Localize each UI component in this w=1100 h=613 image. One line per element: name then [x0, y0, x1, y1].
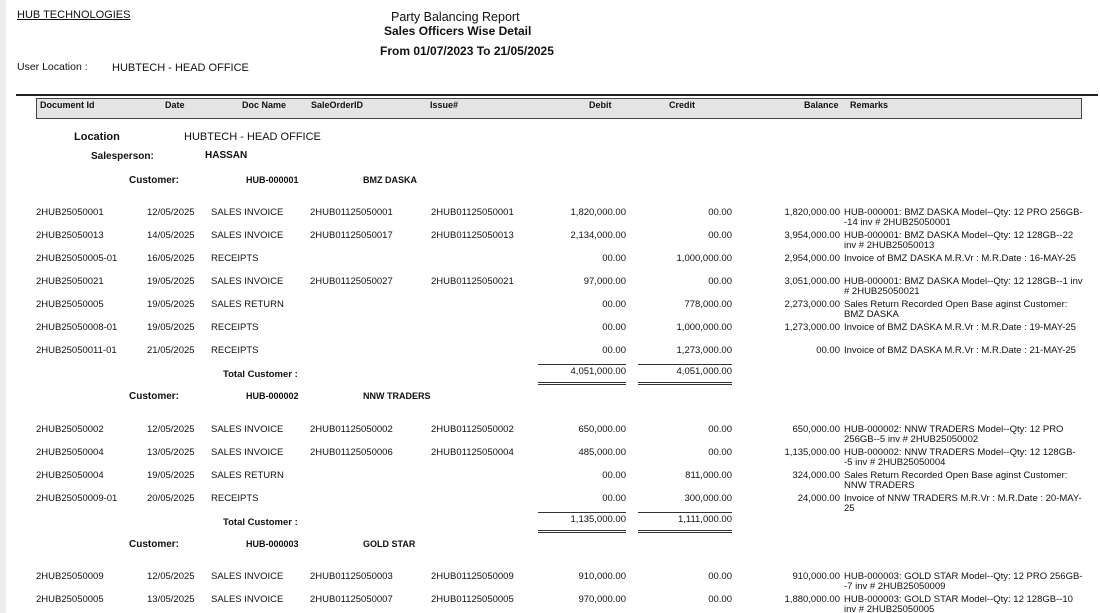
- row-document-id: 2HUB25050001: [36, 207, 104, 218]
- row-balance: 324,000.00: [792, 470, 840, 481]
- row-doc-name: SALES INVOICE: [211, 447, 284, 458]
- row-doc-name: RECEIPTS: [211, 345, 259, 356]
- row-remarks: HUB-000001: BMZ DASKA Model--Qty: 12 128GB--1 inv # 2HUB25050021: [844, 276, 1083, 297]
- user-location-value: HUBTECH - HEAD OFFICE: [112, 62, 249, 74]
- row-debit: 00.00: [602, 322, 626, 333]
- total-double-rule: [538, 384, 626, 385]
- row-date: 20/05/2025: [147, 493, 195, 504]
- col-debit: Debit: [589, 100, 612, 110]
- customer-name: GOLD STAR: [363, 539, 416, 549]
- row-date: 21/05/2025: [147, 345, 195, 356]
- col-sale-order-id: SaleOrderID: [311, 100, 364, 110]
- row-credit: 811,000.00: [685, 470, 732, 481]
- row-remarks: HUB-000002: NNW TRADERS Model--Qty: 12 PRO 256GB--5 inv # 2HUB25050002: [844, 424, 1064, 445]
- row-balance: 3,051,000.00: [784, 276, 840, 287]
- row-date: 19/05/2025: [147, 322, 195, 333]
- row-debit: 1,820,000.00: [570, 207, 626, 218]
- row-remarks: HUB-000003: GOLD STAR Model--Qty: 12 PRO 256GB--7 inv # 2HUB25050009: [844, 571, 1083, 592]
- row-date: 14/05/2025: [147, 230, 195, 241]
- row-date: 12/05/2025: [147, 424, 195, 435]
- row-doc-name: RECEIPTS: [211, 322, 259, 333]
- column-header-bar: [36, 98, 1082, 119]
- row-document-id: 2HUB25050005: [36, 594, 104, 605]
- total-customer-label: Total Customer :: [223, 517, 298, 528]
- page-left-margin: [0, 0, 6, 613]
- row-sale-order-id: 2HUB01125050017: [310, 230, 393, 241]
- row-date: 13/05/2025: [147, 447, 195, 458]
- total-double-rule: [538, 530, 626, 531]
- row-credit: 1,273,000.00: [676, 345, 732, 356]
- row-balance: 1,273,000.00: [784, 322, 840, 333]
- col-remarks: Remarks: [850, 100, 889, 110]
- total-double-rule: [638, 382, 732, 383]
- row-document-id: 2HUB25050008-01: [36, 322, 118, 333]
- col-doc-name: Doc Name: [242, 100, 287, 110]
- row-remarks: Invoice of BMZ DASKA M.R.Vr : M.R.Date : 16-MAY-25: [844, 253, 1076, 264]
- row-date: 12/05/2025: [147, 207, 195, 218]
- row-balance: 00.00: [816, 345, 840, 356]
- row-remarks: HUB-000001: BMZ DASKA Model--Qty: 12 128GB--22 inv # 2HUB25050013: [844, 230, 1074, 251]
- row-document-id: 2HUB25050005: [36, 299, 104, 310]
- header-rule: [16, 94, 1098, 96]
- company-name: HUB TECHNOLOGIES: [17, 9, 131, 21]
- user-location-label: User Location :: [17, 61, 88, 73]
- row-credit: 1,000,000.00: [676, 253, 732, 264]
- row-sale-order-id: 2HUB01125050002: [310, 424, 393, 435]
- row-issue: 2HUB01125050005: [431, 594, 514, 605]
- row-debit: 00.00: [602, 253, 626, 264]
- row-balance: 1,880,000.00: [784, 594, 840, 605]
- row-remarks: Invoice of BMZ DASKA M.R.Vr : M.R.Date : 19-MAY-25: [844, 322, 1076, 333]
- report-subtitle: Sales Officers Wise Detail: [384, 24, 532, 38]
- customer-label: Customer:: [129, 539, 180, 550]
- row-date: 13/05/2025: [147, 594, 195, 605]
- total-credit: 4,051,000.00: [676, 366, 732, 377]
- row-remarks: HUB-000003: GOLD STAR Model--Qty: 12 128GB--10 inv # 2HUB25050005: [844, 594, 1073, 613]
- row-document-id: 2HUB25050009: [36, 571, 104, 582]
- row-doc-name: SALES INVOICE: [211, 594, 284, 605]
- row-balance: 1,820,000.00: [784, 207, 840, 218]
- total-top-rule: [538, 512, 626, 513]
- total-customer-label: Total Customer :: [223, 369, 298, 380]
- col-document-id: Document Id: [40, 100, 95, 110]
- row-document-id: 2HUB25050005-01: [36, 253, 118, 264]
- row-sale-order-id: 2HUB01125050007: [310, 594, 393, 605]
- row-issue: 2HUB01125050013: [431, 230, 514, 241]
- salesperson-label: Salesperson:: [91, 151, 154, 162]
- row-date: 19/05/2025: [147, 470, 195, 481]
- customer-name: BMZ DASKA: [363, 175, 417, 185]
- total-top-rule: [638, 512, 732, 513]
- row-credit: 1,000,000.00: [676, 322, 732, 333]
- row-document-id: 2HUB25050011-01: [36, 345, 117, 356]
- location-label: Location: [74, 131, 120, 143]
- row-issue: 2HUB01125050009: [431, 571, 514, 582]
- col-credit: Credit: [669, 100, 696, 110]
- date-range: From 01/07/2023 To 21/05/2025: [380, 44, 554, 58]
- row-date: 19/05/2025: [147, 299, 195, 310]
- row-credit: 00.00: [708, 424, 732, 435]
- row-debit: 00.00: [602, 299, 626, 310]
- row-balance: 1,135,000.00: [784, 447, 840, 458]
- row-document-id: 2HUB25050009-01: [36, 493, 118, 504]
- row-debit: 00.00: [602, 493, 626, 504]
- customer-label: Customer:: [129, 391, 180, 402]
- customer-label: Customer:: [129, 175, 180, 186]
- customer-code: HUB-000002: [246, 391, 299, 401]
- total-debit: 4,051,000.00: [570, 366, 626, 377]
- total-double-rule: [638, 532, 732, 533]
- col-issue: Issue#: [430, 100, 459, 110]
- total-double-rule: [538, 382, 626, 383]
- row-debit: 650,000.00: [578, 424, 626, 435]
- row-remarks: HUB-000002: NNW TRADERS Model--Qty: 12 128GB--5 inv # 2HUB25050004: [844, 447, 1076, 468]
- row-doc-name: SALES INVOICE: [211, 424, 284, 435]
- row-issue: 2HUB01125050002: [431, 424, 514, 435]
- row-balance: 2,954,000.00: [784, 253, 840, 264]
- total-top-rule: [638, 364, 732, 365]
- row-document-id: 2HUB25050002: [36, 424, 104, 435]
- row-issue: 2HUB01125050021: [431, 276, 514, 287]
- row-credit: 00.00: [708, 230, 732, 241]
- row-balance: 910,000.00: [792, 571, 840, 582]
- row-credit: 00.00: [708, 276, 732, 287]
- col-date: Date: [165, 100, 185, 110]
- row-credit: 300,000.00: [684, 493, 732, 504]
- row-debit: 2,134,000.00: [570, 230, 626, 241]
- row-balance: 650,000.00: [792, 424, 840, 435]
- row-date: 16/05/2025: [147, 253, 195, 264]
- row-issue: 2HUB01125050001: [431, 207, 514, 218]
- total-double-rule: [538, 532, 626, 533]
- row-doc-name: RECEIPTS: [211, 253, 259, 264]
- total-credit: 1,111,000.00: [677, 514, 732, 525]
- row-remarks: Invoice of BMZ DASKA M.R.Vr : M.R.Date : 21-MAY-25: [844, 345, 1076, 356]
- row-doc-name: SALES INVOICE: [211, 276, 284, 287]
- total-double-rule: [638, 384, 732, 385]
- row-balance: 2,273,000.00: [784, 299, 840, 310]
- row-balance: 3,954,000.00: [784, 230, 840, 241]
- total-top-rule: [538, 364, 626, 365]
- row-balance: 24,000.00: [797, 493, 840, 504]
- row-doc-name: RECEIPTS: [211, 493, 259, 504]
- row-remarks: Sales Return Recorded Open Base aginst Customer: NNW TRADERS: [844, 470, 1068, 491]
- customer-code: HUB-000001: [246, 175, 299, 185]
- row-sale-order-id: 2HUB01125050001: [310, 207, 393, 218]
- row-credit: 00.00: [708, 571, 732, 582]
- row-sale-order-id: 2HUB01125050006: [310, 447, 393, 458]
- row-credit: 00.00: [708, 447, 732, 458]
- row-debit: 910,000.00: [578, 571, 626, 582]
- row-date: 12/05/2025: [147, 571, 195, 582]
- row-document-id: 2HUB25050021: [36, 276, 104, 287]
- row-doc-name: SALES RETURN: [211, 299, 284, 310]
- row-remarks: Invoice of NNW TRADERS M.R.Vr : M.R.Date : 20-MAY-25: [844, 493, 1082, 514]
- row-issue: 2HUB01125050004: [431, 447, 514, 458]
- row-sale-order-id: 2HUB01125050027: [310, 276, 393, 287]
- customer-code: HUB-000003: [246, 539, 299, 549]
- row-doc-name: SALES RETURN: [211, 470, 284, 481]
- row-debit: 970,000.00: [578, 594, 626, 605]
- report-title: Party Balancing Report: [391, 10, 520, 24]
- row-debit: 485,000.00: [578, 447, 626, 458]
- salesperson-value: HASSAN: [205, 150, 248, 161]
- row-debit: 00.00: [602, 345, 626, 356]
- row-credit: 778,000.00: [684, 299, 732, 310]
- row-credit: 00.00: [708, 594, 732, 605]
- row-debit: 97,000.00: [583, 276, 626, 287]
- row-debit: 00.00: [602, 470, 626, 481]
- total-double-rule: [638, 530, 732, 531]
- row-remarks: HUB-000001: BMZ DASKA Model--Qty: 12 PRO 256GB--14 inv # 2HUB25050001: [844, 207, 1083, 228]
- row-doc-name: SALES INVOICE: [211, 230, 284, 241]
- row-credit: 00.00: [708, 207, 732, 218]
- location-value: HUBTECH - HEAD OFFICE: [184, 131, 321, 143]
- total-debit: 1,135,000.00: [570, 514, 626, 525]
- row-document-id: 2HUB25050004: [36, 447, 104, 458]
- row-sale-order-id: 2HUB01125050003: [310, 571, 393, 582]
- row-document-id: 2HUB25050013: [36, 230, 104, 241]
- row-doc-name: SALES INVOICE: [211, 207, 284, 218]
- row-doc-name: SALES INVOICE: [211, 571, 284, 582]
- customer-name: NNW TRADERS: [363, 391, 431, 401]
- row-date: 19/05/2025: [147, 276, 195, 287]
- row-document-id: 2HUB25050004: [36, 470, 104, 481]
- row-remarks: Sales Return Recorded Open Base aginst Customer: BMZ DASKA: [844, 299, 1068, 320]
- col-balance: Balance: [804, 100, 839, 110]
